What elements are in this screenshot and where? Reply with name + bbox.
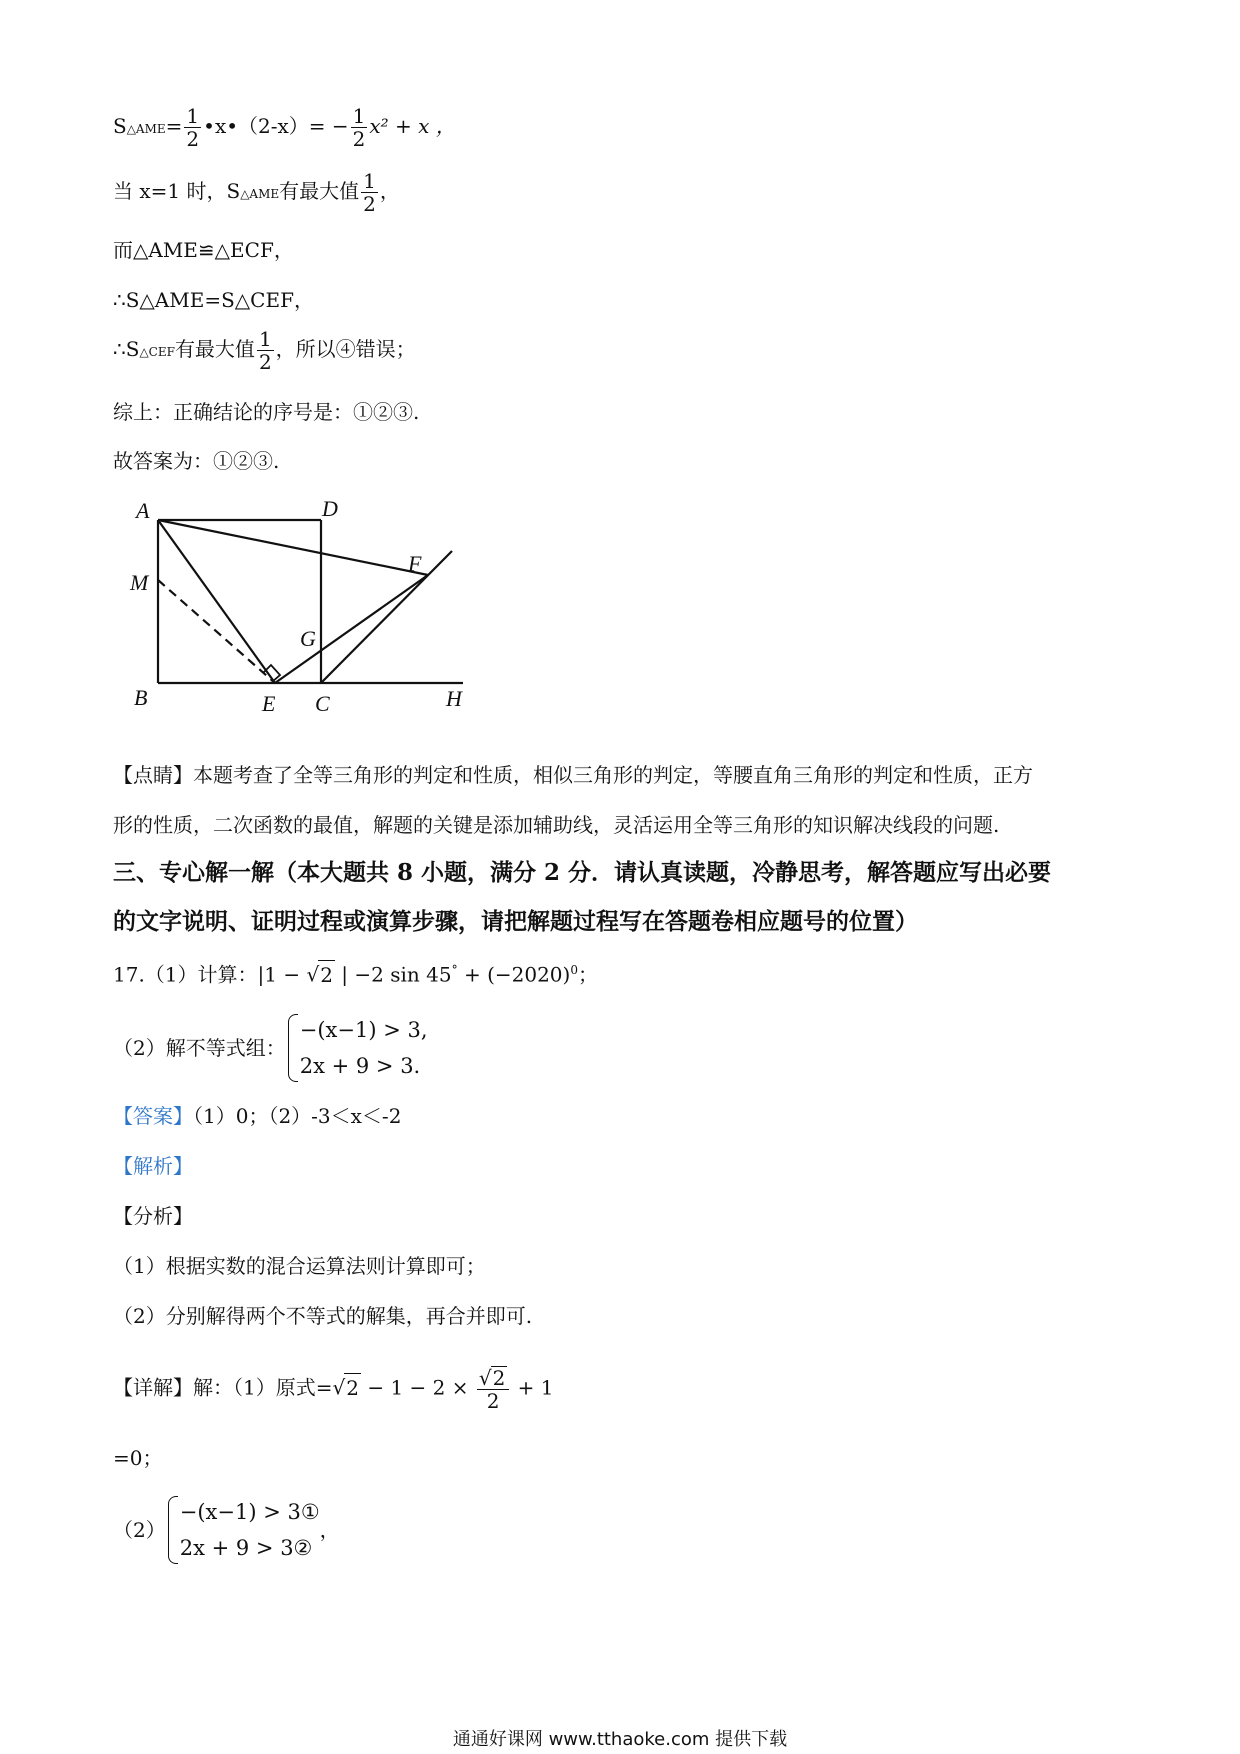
area-formula-line: S△AME= $\frac{1}{2}$ •x•（2-x）= − $\frac{1}{2}$ x² + x ， [113, 104, 456, 151]
section-heading-line-1: 三、专心解一解（本大题共 8 小题，满分 2 分．请认真读题，冷静思考，解答题应写出必要 [113, 859, 1052, 886]
answer-row: 【答案】（1）0；（2）-3＜x＜-2 [113, 1104, 402, 1128]
dianjing-line-2: 形的性质，二次函数的最值，解题的关键是添加辅助线，灵活运用全等三角形的知识解决线段的问题. [113, 813, 1000, 837]
label-h: H [446, 686, 462, 711]
area-equal-line: ∴S△AME=S△CEF， [113, 288, 314, 312]
cef-max-line: ∴S△CEF有最大值 $\frac{1}{2}$ ，所以④错误； [113, 327, 416, 374]
page-footer: 通通好课网 www.tthaoke.com 提供下载 [452, 1729, 788, 1750]
congruence-line: 而△AME≌△ECF， [113, 238, 294, 262]
label-c: C [315, 691, 330, 716]
label-d: D [322, 496, 338, 521]
segment-af [158, 520, 428, 575]
q17-part2: （2）解不等式组： −(x−1) > 3, 2x + 9 > 3. [113, 1012, 428, 1084]
label-b: B [134, 685, 148, 710]
inequality-system-numbered: −(x−1) > 3① 2x + 9 > 3② [166, 1494, 320, 1566]
fenxi-step-2: （2）分别解得两个不等式的解集，再合并即可. [113, 1304, 533, 1328]
fraction-half: $\frac{1}{2}$ [258, 327, 272, 374]
inequality-system: −(x−1) > 3, 2x + 9 > 3. [286, 1012, 428, 1084]
fenxi-tag: 【分析】 [113, 1204, 193, 1228]
detail-result: =0； [113, 1446, 163, 1470]
max-value-line: 当 x=1 时，S△AME有最大值 $\frac{1}{2}$ ， [113, 169, 400, 216]
segment-me [158, 580, 275, 683]
detail-part2: （2） −(x−1) > 3① 2x + 9 > 3② ， [113, 1494, 340, 1566]
fraction-half-2: $\frac{1}{2}$ [352, 104, 366, 151]
geometry-figure [118, 490, 478, 730]
summary-line: 综上：正确结论的序号是：①②③. [113, 400, 420, 424]
fraction-sqrt2-over-2: $\frac{√2}{2}$ [477, 1366, 509, 1412]
fraction-half: $\frac{1}{2}$ [186, 104, 200, 151]
label-a: A [136, 498, 150, 523]
segment-ae [158, 520, 275, 683]
answer-line: 故答案为：①②③. [113, 449, 280, 473]
q17-part1: 17.（1）计算：|1 − √2 | −2 $\sin 45^\circ + (-2020)^0$； [113, 956, 598, 989]
segment-cf [321, 551, 452, 683]
fraction-half: $\frac{1}{2}$ [363, 169, 376, 216]
fenxi-step-1: （1）根据实数的混合运算法则计算即可； [113, 1254, 486, 1278]
label-e: E [262, 691, 276, 716]
detail-line: 【详解】解：（1）原式=√2 − 1 − 2 × $\frac{√2}{2}$ + 1 [113, 1366, 554, 1413]
jiexi-tag: 【解析】 [113, 1154, 193, 1178]
label-g: G [300, 626, 316, 651]
dianjing-line-1: 【点睛】本题考查了全等三角形的判定和性质，相似三角形的判定，等腰直角三角形的判定和性质，正方 [113, 763, 1033, 787]
label-f: F [408, 551, 422, 576]
segment-ef [275, 575, 428, 683]
section-heading-line-2: 的文字说明、证明过程或演算步骤，请把解题过程写在答题卷相应题号的位置） [113, 908, 918, 935]
label-m: M [130, 570, 149, 595]
